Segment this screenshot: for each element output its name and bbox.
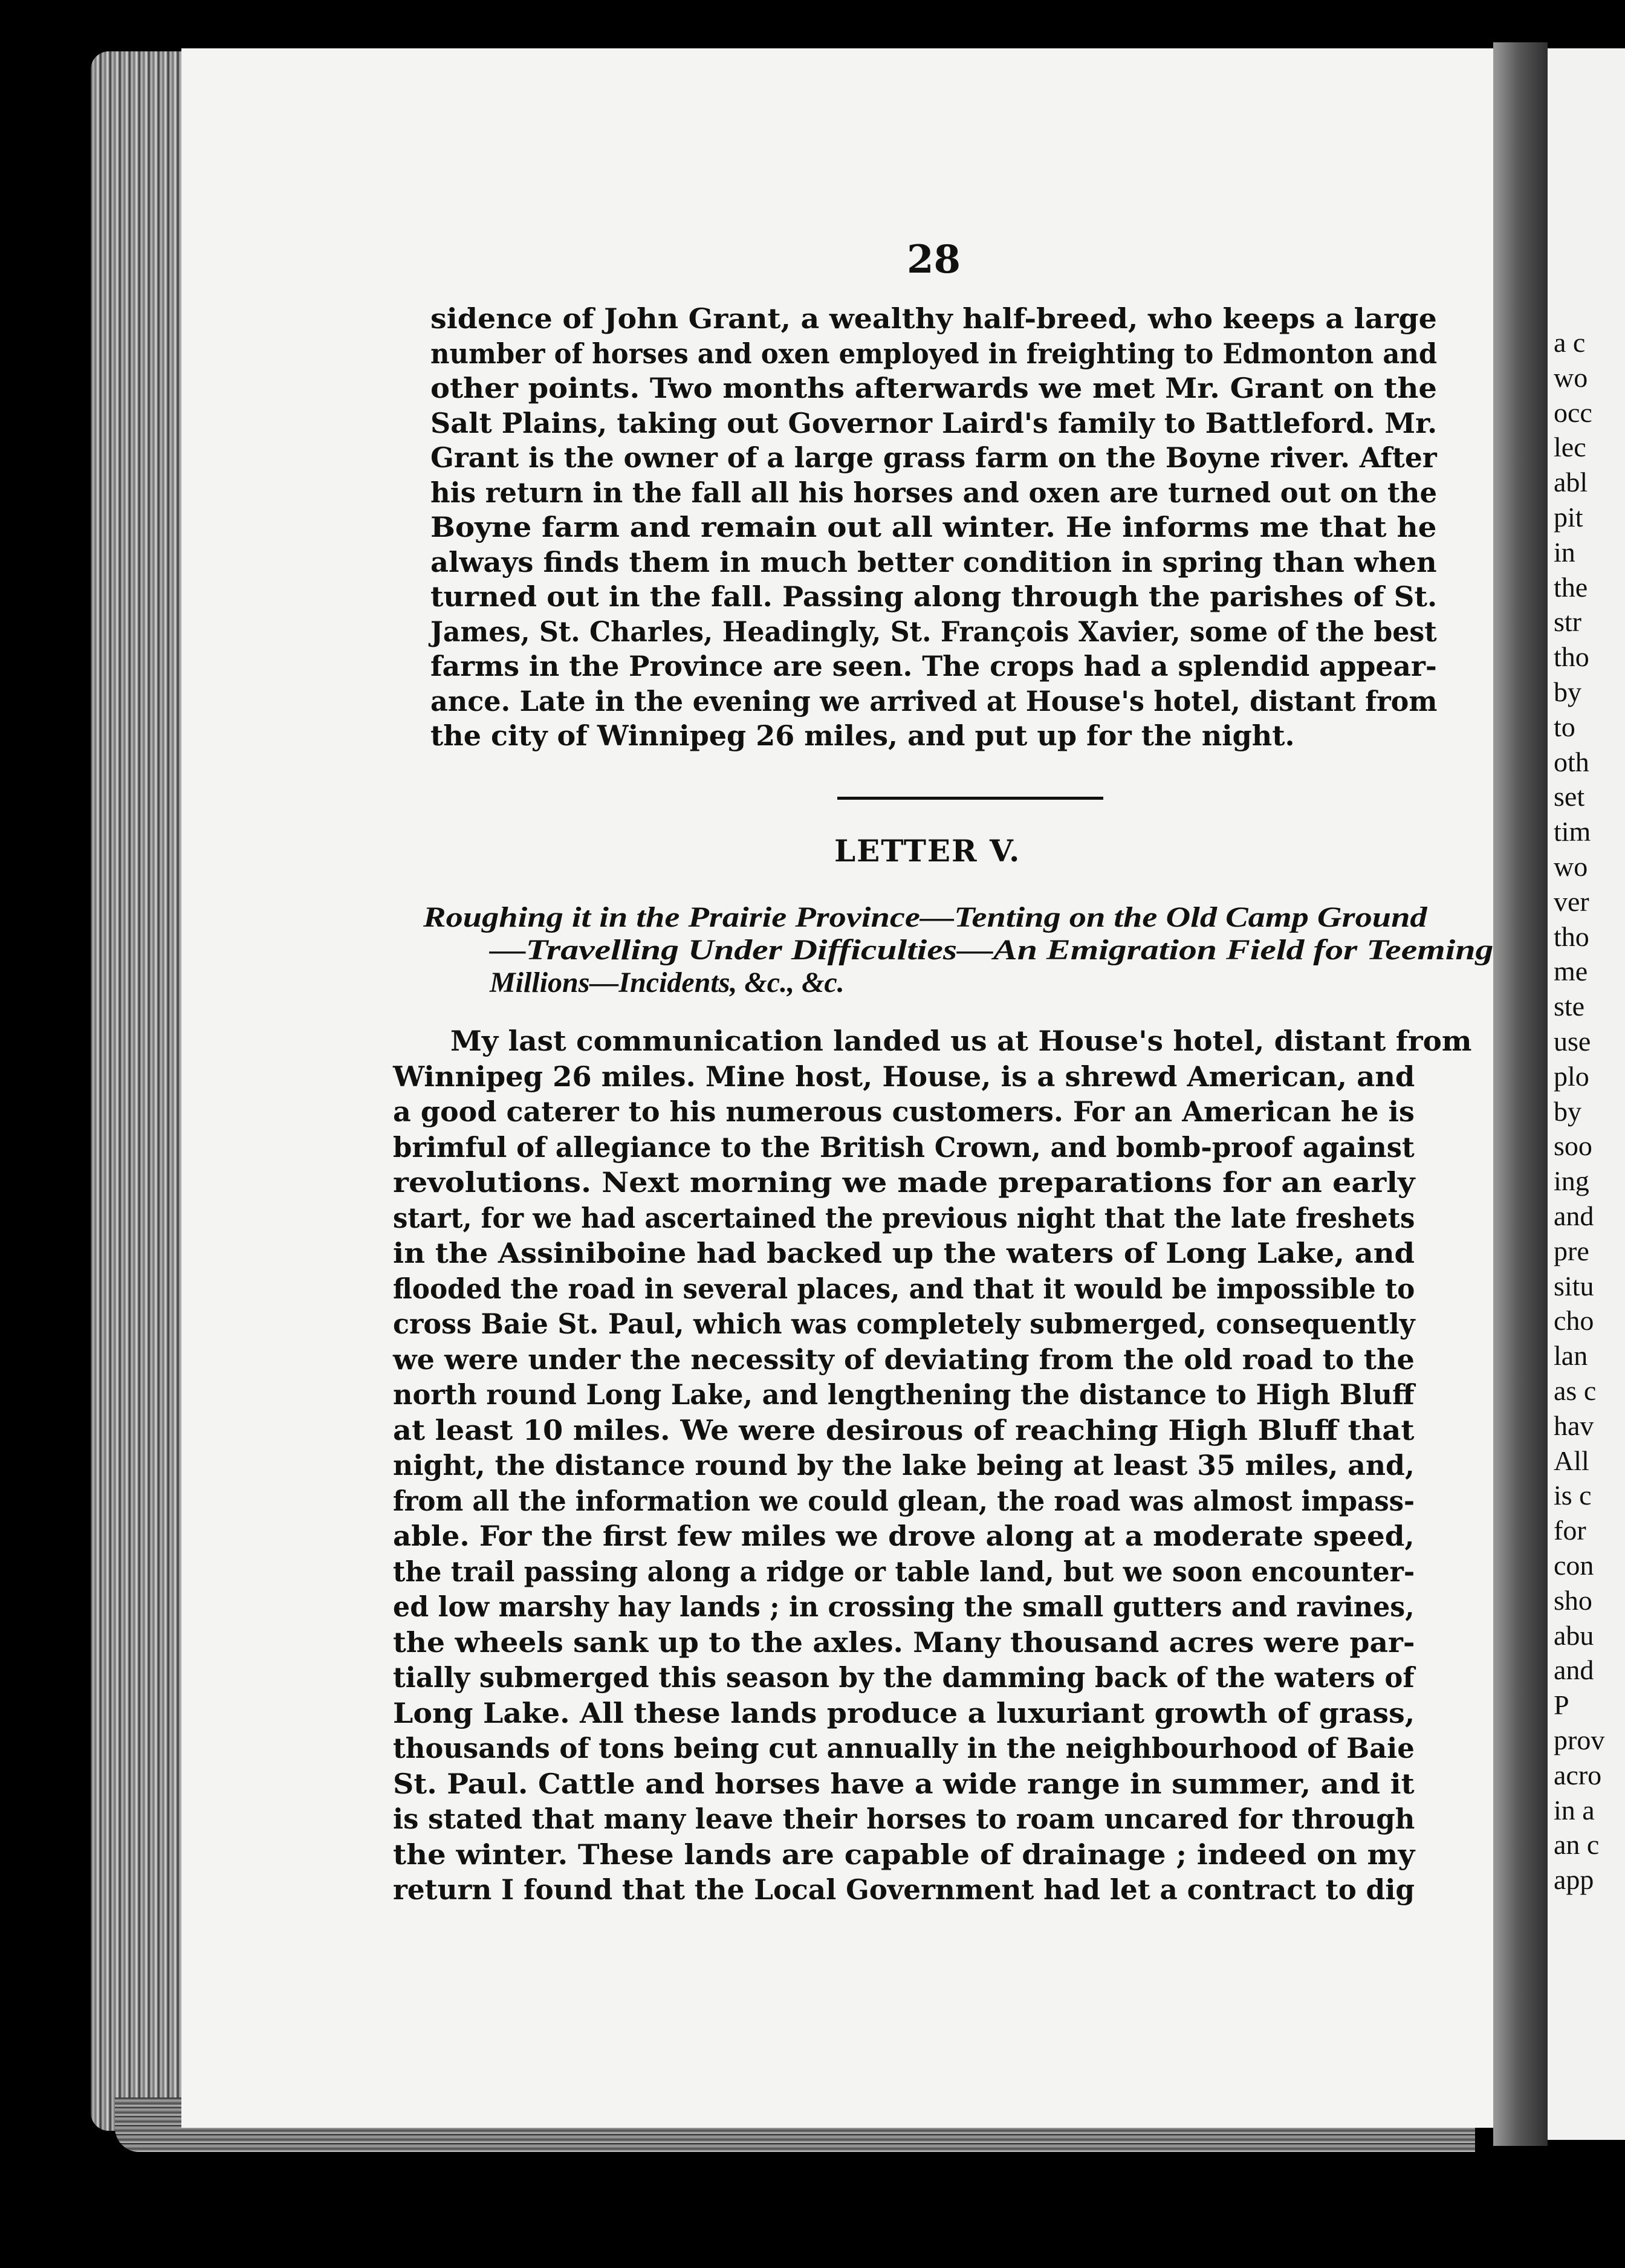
next-page-text-fragment: All — [1554, 1445, 1589, 1476]
next-page-text-fragment: by — [1554, 676, 1581, 707]
next-page-text-fragment: abu — [1554, 1619, 1594, 1651]
text-line: Grant is the owner of a large grass farm on the Boyne river. After — [430, 441, 1437, 474]
next-page-text-fragment: tim — [1554, 816, 1591, 847]
text-line: farms in the Province are seen. The crops had a splendid appear- — [430, 650, 1437, 682]
next-page-text-fragment: a c — [1554, 327, 1586, 358]
text-line: cross Baie St. Paul, which was completely submerged, consequently — [393, 1307, 1415, 1340]
next-page-text-fragment: wo — [1554, 851, 1588, 882]
text-line: turned out in the fall. Passing along through the parishes of St. — [430, 580, 1438, 613]
text-line: Long Lake. All these lands produce a luxuriant growth of grass, — [393, 1696, 1415, 1729]
text-line: the trail passing along a ridge or table land, but we soon encounter- — [393, 1555, 1415, 1588]
text-line: James, St. Charles, Headingly, St. François Xavier, some of the best — [430, 615, 1437, 648]
text-line: north round Long Lake, and lengthening the distance to High Bluff — [393, 1378, 1415, 1411]
next-page-text-fragment: sho — [1554, 1584, 1592, 1616]
text-line: revolutions. Next morning we made preparations for an early — [393, 1166, 1415, 1199]
next-page-text-fragment: cho — [1554, 1305, 1594, 1336]
text-line: the wheels sank up to the axles. Many thousand acres were par- — [393, 1625, 1415, 1659]
next-page-text-fragment: lec — [1554, 432, 1586, 463]
next-page-text-fragment: use — [1554, 1026, 1591, 1057]
next-page-text-fragment: wo — [1554, 361, 1588, 393]
page-edges-left — [91, 51, 193, 2131]
text-line: the winter. These lands are capable of drainage ; indeed on my — [393, 1838, 1415, 1871]
next-page-text-fragment: pre — [1554, 1235, 1589, 1266]
text-line: return I found that the Local Government had let a contract to dig — [393, 1873, 1415, 1906]
next-page-sliver — [1548, 48, 1625, 2140]
next-page-text-fragment: oth — [1554, 746, 1589, 777]
text-line: from all the information we could glean, the road was almost impass- — [393, 1484, 1415, 1517]
text-line: other points. Two months afterwards we met Mr. Grant on the — [430, 372, 1437, 404]
next-page-text-fragment: abl — [1554, 467, 1588, 498]
text-line: number of horses and oxen employed in freighting to Edmonton and — [430, 337, 1438, 370]
text-line: his return in the fall all his horses and oxen are turned out on the — [430, 476, 1438, 509]
text-line: the city of Winnipeg 26 miles, and put up for the night. — [430, 719, 1295, 752]
next-page-text-fragment: as c — [1554, 1375, 1597, 1406]
text-line: ed low marshy hay lands ; in crossing the small gutters and ravines, — [393, 1590, 1415, 1623]
text-line: Boyne farm and remain out all winter. He informs me that he — [430, 511, 1437, 543]
next-page-text-fragment: con — [1554, 1550, 1594, 1581]
next-page-text-fragment: tho — [1554, 641, 1589, 673]
text-line: in the Assiniboine had backed up the waters of Long Lake, and — [393, 1237, 1415, 1269]
next-page-text-fragment: an c — [1554, 1829, 1600, 1861]
next-page-text-fragment: ver — [1554, 886, 1589, 917]
next-page-text-fragment: me — [1554, 956, 1588, 987]
next-page-text-fragment: in — [1554, 536, 1575, 568]
book-gutter — [1493, 42, 1548, 2146]
letter-heading: LETTER V. — [834, 833, 1021, 869]
section-rule — [837, 797, 1103, 800]
text-line: St. Paul. Cattle and horses have a wide range in summer, and it — [393, 1767, 1415, 1800]
next-page-text-fragment: for — [1554, 1515, 1586, 1546]
text-line: sidence of John Grant, a wealthy half-breed, who keeps a large — [430, 302, 1437, 335]
text-line: is stated that many leave their horses to roam uncared for through — [393, 1803, 1415, 1835]
next-page-text-fragment: app — [1554, 1864, 1594, 1896]
next-page-text-fragment: and — [1554, 1200, 1594, 1231]
next-page-text-fragment: plo — [1554, 1060, 1589, 1092]
text-line: at least 10 miles. We were desirous of reaching High Bluff that — [393, 1413, 1415, 1447]
next-page-text-fragment: soo — [1554, 1130, 1592, 1162]
text-line: always finds them in much better condition in spring than when — [430, 545, 1437, 578]
next-page-text-fragment: hav — [1554, 1410, 1594, 1441]
next-page-text-fragment: situ — [1554, 1270, 1594, 1301]
next-page-text-fragment: by — [1554, 1095, 1581, 1127]
next-page-text-fragment: set — [1554, 781, 1585, 812]
text-line: a good caterer to his numerous customers. For an American he is — [393, 1095, 1415, 1128]
next-page-text-fragment: prov — [1554, 1725, 1605, 1755]
next-page-text-fragment: acro — [1554, 1759, 1602, 1790]
next-page-text-fragment: tho — [1554, 921, 1589, 952]
next-page-text-fragment: and — [1554, 1654, 1594, 1686]
next-page-text-fragment: lan — [1554, 1340, 1588, 1372]
next-page-text-fragment: str — [1554, 606, 1581, 638]
next-page-text-fragment: P — [1554, 1690, 1569, 1721]
text-line: thousands of tons being cut annually in the neighbourhood of Baie — [393, 1732, 1415, 1764]
text-line: ance. Late in the evening we arrived at House's hotel, distant from — [430, 684, 1438, 718]
text-line: we were under the necessity of deviating from the old road to the — [393, 1343, 1415, 1376]
next-page-text-fragment: ing — [1554, 1165, 1589, 1197]
next-page-text-fragment: pit — [1554, 502, 1583, 533]
text-line: tially submerged this season by the damming back of the waters of — [393, 1661, 1415, 1694]
next-page-text-fragment: ste — [1554, 991, 1585, 1022]
text-line: brimful of allegiance to the British Crown, and bomb-proof against — [393, 1130, 1415, 1164]
text-line: —Travelling Under Difficulties—An Emigration Field for Teeming — [490, 934, 1494, 966]
text-line: My last communication landed us at House's hotel, distant from — [450, 1025, 1472, 1057]
next-page-text-fragment: occ — [1554, 397, 1592, 428]
page-number: 28 — [907, 237, 961, 282]
text-line: Winnipeg 26 miles. Mine host, House, is a shrewd American, and — [393, 1060, 1415, 1093]
next-page-text-fragment: to — [1554, 711, 1575, 742]
text-line: Millions—Incidents, &c., &c. — [490, 967, 845, 999]
text-line: flooded the road in several places, and that it would be impossible to — [393, 1272, 1415, 1305]
next-page-text-fragment: is c — [1554, 1480, 1592, 1511]
text-line: start, for we had ascertained the previous night that the late freshets — [393, 1201, 1415, 1234]
next-page-text-fragment: the — [1554, 571, 1588, 603]
text-line: night, the distance round by the lake being at least 35 miles, and, — [393, 1449, 1415, 1482]
text-line: Roughing it in the Prairie Province—Tenting on the Old Camp Ground — [423, 901, 1427, 933]
text-line: able. For the first few miles we drove along at a moderate speed, — [393, 1520, 1415, 1552]
next-page-text-fragment: in a — [1554, 1794, 1595, 1826]
text-line: Salt Plains, taking out Governor Laird's family to Battleford. Mr. — [430, 406, 1438, 439]
